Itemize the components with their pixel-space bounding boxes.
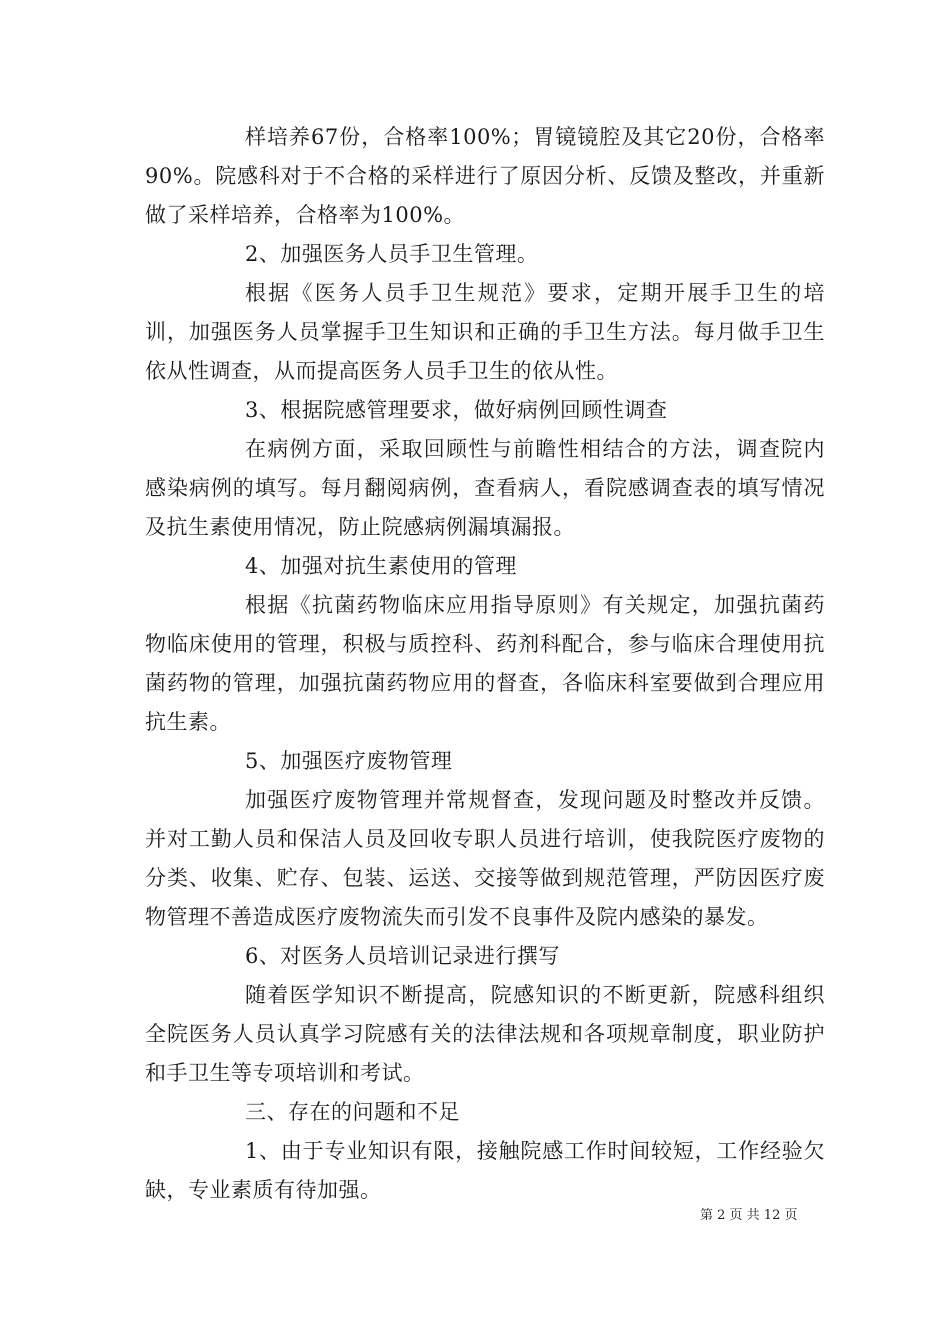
paragraph-antibiotics: 根据《抗菌药物临床应用指导原则》有关规定，加强抗菌药物临床使用的管理，积极与质控科、药剂科配合，参与临床合理使用抗菌药物的管理，加强抗菌药物应用的督查，各临床科室要做到合理应用抗生素。 (145, 593, 825, 734)
document-body (145, 118, 825, 1210)
paragraph-medical-waste: 加强医疗废物管理并常规督查，发现问题及时整改并反馈。并对工勤人员和保洁人员及回收专职人员进行培训，使我院医疗废物的分类、收集、贮存、包装、运送、交接等做到规范管理，严防因医疗废物管理不善造成医疗废物流失而引发不良事件及院内感染的暴发。 (145, 788, 825, 929)
section-heading-hand-hygiene: 2、加强医务人员手卫生管理。 (245, 242, 539, 266)
section-heading-problems: 三、存在的问题和不足 (245, 1100, 460, 1124)
paragraph-sampling-results: 样培养67份，合格率100%；胃镜镜腔及其它20份，合格率90%。院感科对于不合格的采样进行了原因分析、反馈及整改，并重新做了采样培养，合格率为100%。 (145, 125, 825, 227)
section-heading-medical-waste: 5、加强医疗废物管理 (245, 749, 453, 773)
paragraph-problems: 1、由于专业知识有限，接触院感工作时间较短，工作经验欠缺，专业素质有待加强。 (145, 1139, 825, 1202)
paragraph-training-records: 随着医学知识不断提高，院感知识的不断更新，院感科组织全院医务人员认真学习院感有关的法律法规和各项规章制度，职业防护和手卫生等专项培训和考试。 (145, 983, 825, 1085)
paragraph-hand-hygiene: 根据《医务人员手卫生规范》要求，定期开展手卫生的培训，加强医务人员掌握手卫生知识和正确的手卫生方法。每月做手卫生依从性调查，从而提高医务人员手卫生的依从性。 (145, 281, 825, 383)
section-heading-training-records: 6、对医务人员培训记录进行撰写 (245, 944, 560, 968)
section-heading-antibiotics: 4、加强对抗生素使用的管理 (245, 554, 517, 578)
section-heading-case-review: 3、根据院感管理要求，做好病例回顾性调查 (245, 398, 668, 422)
paragraph-case-review: 在病例方面，采取回顾性与前瞻性相结合的方法，调查院内感染病例的填写。每月翻阅病例，查看病人，看院感调查表的填写情况及抗生素使用情况，防止院感病例漏填漏报。 (145, 437, 825, 539)
page-number-footer: 第 2 页 共 12 页 (700, 1208, 798, 1223)
